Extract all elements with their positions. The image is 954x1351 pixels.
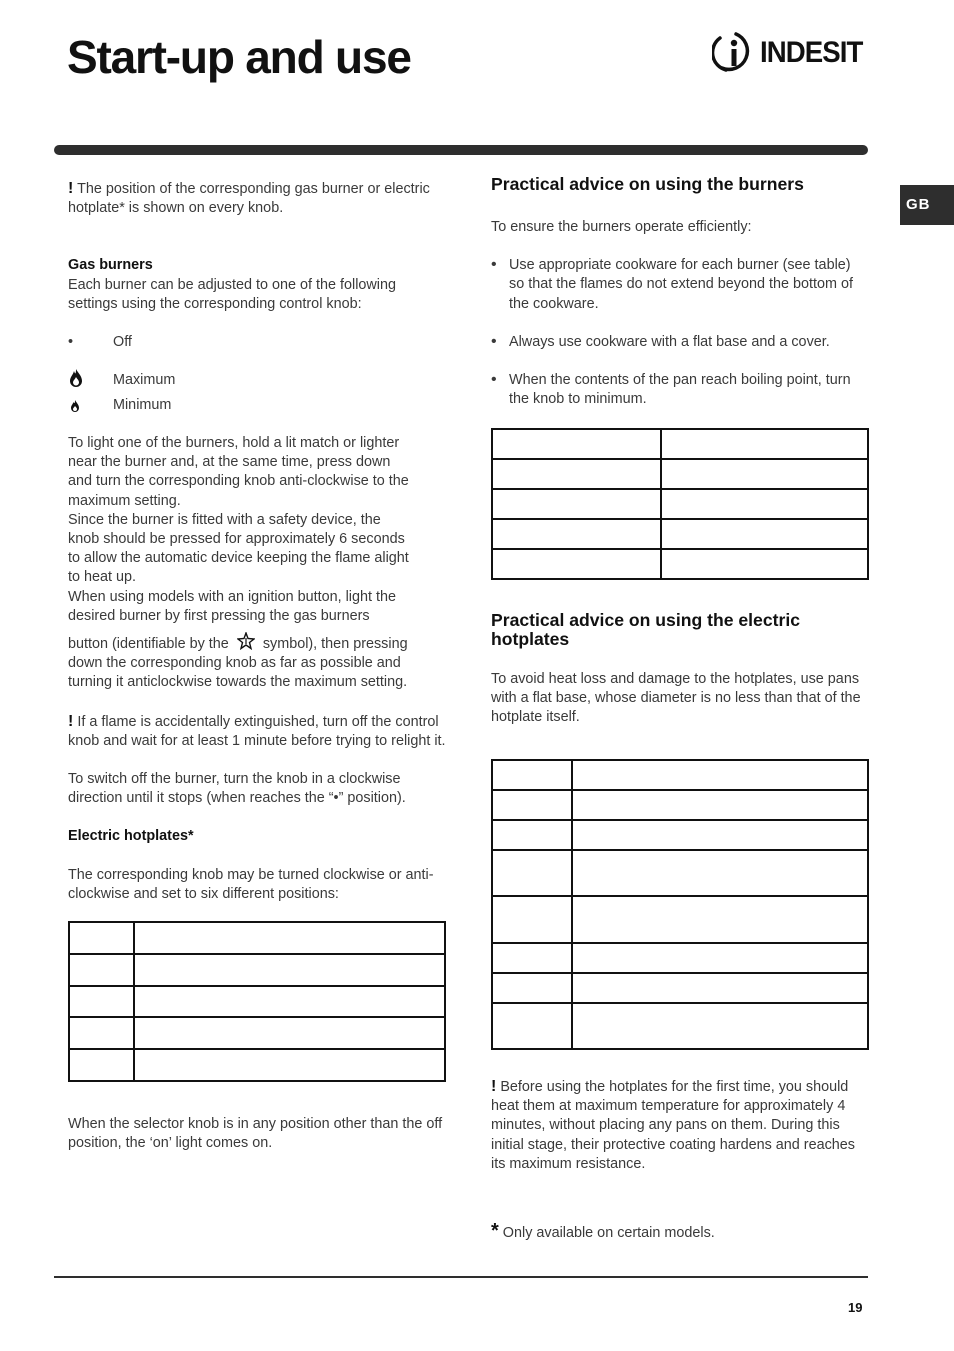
- electric-hotplates-text: The corresponding knob may be turned clockwise or anti-clockwise and set to six different positions:: [68, 866, 434, 902]
- footnote: * Only available on certain models.: [491, 1220, 715, 1242]
- hotplates-advice-text: To avoid heat loss and damage to the hotplates, use pans with a flat base, whose diameter is no less than that of the hotplate itself.: [491, 671, 861, 726]
- hotplates-advice-heading: Practical advice on using the electric hotplates: [491, 610, 800, 649]
- flame-warning-mark: !: [68, 712, 74, 730]
- table-row: [69, 1049, 445, 1081]
- setting-maximum: Maximum: [68, 371, 446, 390]
- list-item: • Use appropriate cookware for each burner (see table) so that the flames do not extend beyond the bottom of the cookware.: [491, 256, 854, 312]
- page-title: Start-up and use: [67, 31, 411, 83]
- list-item: • When the contents of the pan reach boiling point, turn the knob to minimum.: [491, 371, 851, 408]
- setting-off: • Off: [68, 334, 132, 351]
- footnote-asterisk: *: [491, 1220, 499, 1242]
- table-row: [492, 489, 868, 519]
- gas-burners-text: Each burner can be adjusted to one of the following settings using the corresponding control knob:: [68, 276, 397, 312]
- brand-i-icon: [712, 30, 756, 76]
- list-item: • Always use cookware with a flat base and a cover.: [491, 332, 830, 350]
- table-row: [492, 943, 868, 973]
- electric-hotplates-heading: Electric hotplates*: [68, 828, 194, 845]
- table-row: [492, 850, 868, 896]
- table-row: [492, 459, 868, 489]
- left-column: [68, 179, 446, 904]
- lighting-instructions: To light one of the burners, hold a lit match or lighter near the burner and, at the same time, press down and turn the corresponding knob anti-clockwise to the maximum setting. Since the burner is fitted with a safety device, the knob should be pressed for approximately 6 seconds to allow the automatic device keeping the flame alight to heat up. When using models with an ignition button, light the desired burner by first pressing the gas burners button (identifiable by the symbol), then pressing down the corresponding knob as far as possible and turning it anticlockwise towards the maximum setting.: [68, 435, 409, 691]
- first-use-warning: ! Before using the hotplates for the first time, you should heat them at maximum temperature for approximately 4 minutes, without placing any pans on them. During this initial stage, their protective coating hardens and reaches its maximum resistance.: [491, 1078, 855, 1172]
- brand-logo: [712, 30, 872, 76]
- right-column: [491, 175, 869, 409]
- table-row: [69, 986, 445, 1018]
- page-number: 19: [848, 1300, 863, 1315]
- hotplates-advice-section: [491, 611, 869, 728]
- table-row: [492, 973, 868, 1003]
- selector-note: When the selector knob is in any position other than the off position, the ‘on’ light comes on.: [68, 1116, 443, 1152]
- off-dot-icon: •: [68, 334, 74, 351]
- first-use-warning-mark: !: [491, 1078, 497, 1095]
- burner-cookware-table: [491, 428, 869, 580]
- footer-rule: [54, 1276, 868, 1278]
- table-row: [492, 429, 868, 459]
- table-row: [492, 790, 868, 820]
- table-row: [69, 1017, 445, 1049]
- table-row: [492, 549, 868, 579]
- header-rule: [54, 145, 868, 155]
- table-row: [492, 1003, 868, 1049]
- flame-warning: ! If a flame is accidentally extinguished, turn off the control knob and wait for at least 1 minute before trying to relight it.: [68, 712, 446, 749]
- table-row: [492, 519, 868, 549]
- ignition-spark-icon: [237, 632, 255, 650]
- language-tab: GB: [900, 185, 954, 225]
- table-row: [492, 760, 868, 790]
- burners-advice-intro: To ensure the burners operate efficiently:: [491, 219, 752, 235]
- burners-advice-heading: Practical advice on using the burners: [491, 174, 804, 194]
- intro-warning-mark: !: [68, 180, 74, 197]
- brand-wordmark: INDESIT: [760, 36, 863, 69]
- gas-burners-heading: Gas burners: [68, 257, 153, 274]
- table-row: [492, 896, 868, 943]
- table-row: [69, 954, 445, 986]
- switch-off-text: To switch off the burner, turn the knob in a clockwise direction until it stops (when reaches the “•” position).: [68, 771, 406, 807]
- setting-minimum: Minimum: [68, 396, 446, 415]
- intro-paragraph: ! The position of the corresponding gas burner or electric hotplate* is shown on every knob.: [68, 180, 430, 217]
- table-row: [69, 922, 445, 954]
- hotplate-settings-table: [491, 759, 869, 1050]
- table-row: [492, 820, 868, 850]
- hotplate-positions-table: [68, 921, 446, 1082]
